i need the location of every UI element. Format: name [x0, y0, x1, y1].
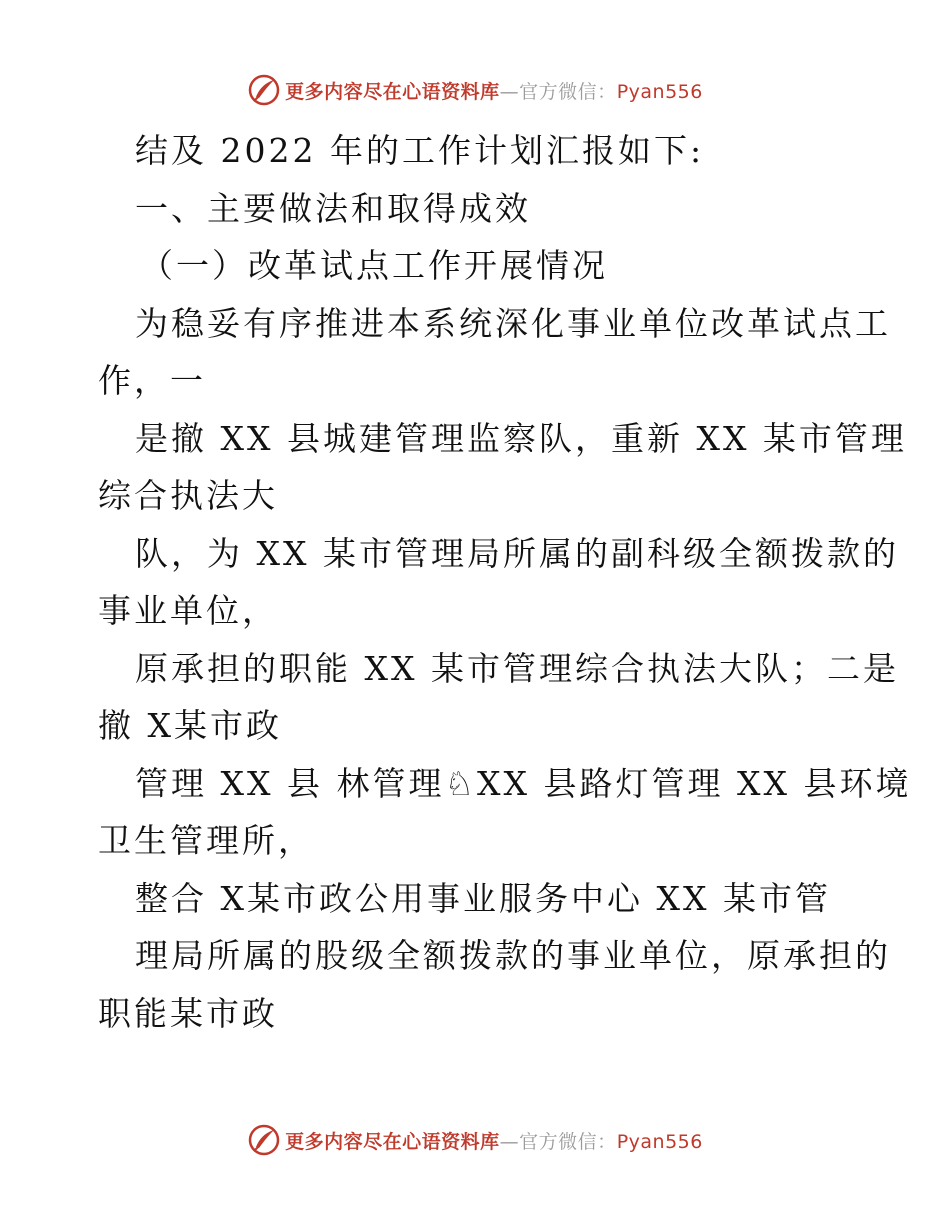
- text-line: 卫生管理所，: [98, 821, 314, 860]
- brush-logo-icon: [247, 1123, 281, 1157]
- section-heading: 一、主要做法和取得成效: [135, 188, 531, 228]
- text-line: 撤 X某市政: [98, 706, 282, 745]
- text-line: 为稳妥有序推进本系统深化事业单位改革试点工: [135, 303, 891, 343]
- text-line: 队，为 XX 某市管理局所属的副科级全额拨款的: [135, 533, 899, 573]
- text-line: 是撤 XX 县城建管理监察队，重新 XX 某市管理: [135, 418, 907, 458]
- document-body: [98, 122, 912, 1042]
- header-watermark: [0, 70, 950, 110]
- text-line: 理局所属的股级全额拨款的事业单位，原承担的: [135, 936, 891, 975]
- watermark-text: 更多内容尽在心语资料库—官方微信：Pyan556: [285, 80, 703, 103]
- text-line: 结及 2022 年的工作计划汇报如下:: [135, 131, 705, 170]
- text-line: 整合 X某市政公用事业服务中心 XX 某市管: [135, 878, 831, 918]
- watermark-text: 更多内容尽在心语资料库—官方微信：Pyan556: [285, 1130, 703, 1153]
- subsection-heading: （一）改革试点工作开展情况: [140, 246, 608, 285]
- text-line: 职能某市政: [98, 993, 278, 1033]
- text-line: 原承担的职能 XX 某市管理综合执法大队；二是: [135, 648, 899, 688]
- text-line: 作，一: [98, 361, 206, 400]
- footer-watermark: [0, 1120, 950, 1160]
- text-line: 综合执法大: [98, 476, 278, 515]
- brush-logo-icon: [247, 73, 281, 107]
- text-line: 管理 XX 县 林管理♘XX 县路灯管理 XX 县环境: [135, 763, 912, 803]
- text-line: 事业单位，: [98, 591, 278, 630]
